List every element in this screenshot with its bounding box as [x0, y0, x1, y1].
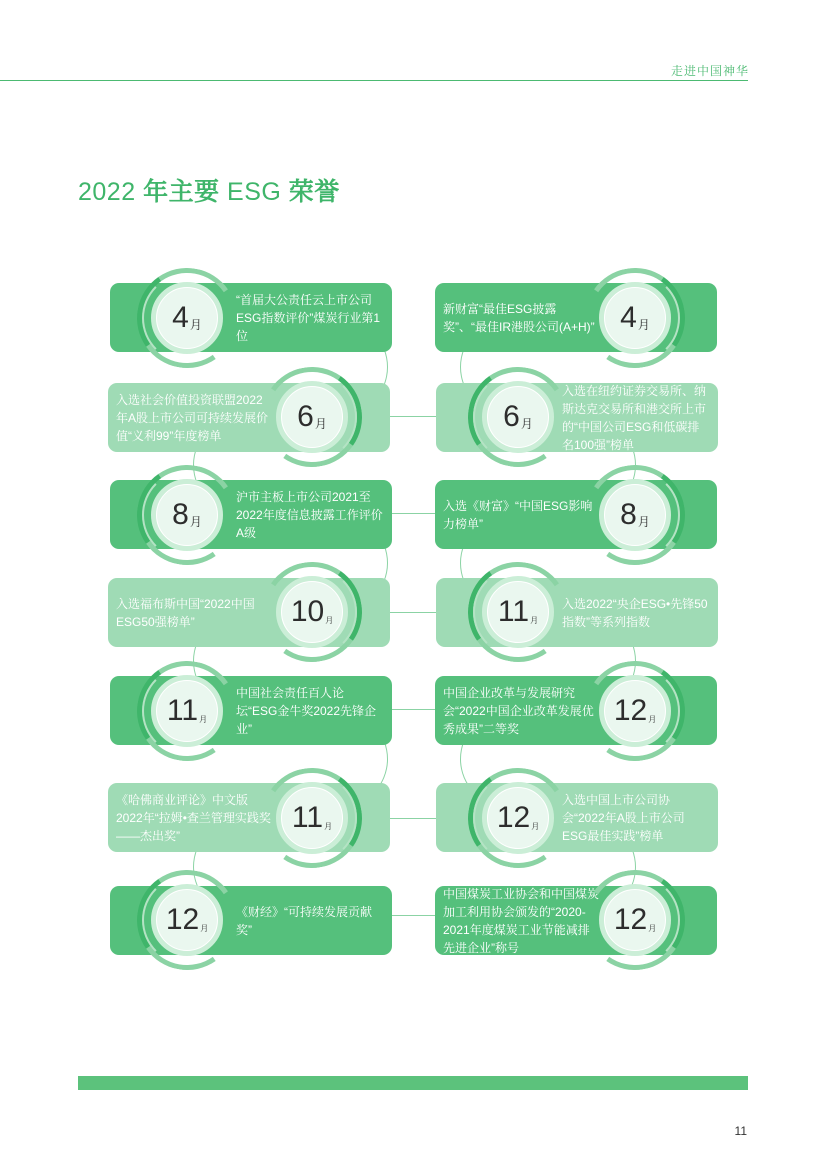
- left-award-6-text: 《哈佛商业评论》中文版2022年“拉姆•查兰管理实践奖——杰出奖”: [116, 792, 271, 843]
- left-month-badge-2: [262, 367, 362, 467]
- month-number: 6: [503, 400, 520, 433]
- right-month-badge-5: [585, 661, 685, 761]
- title-main: 年主要: [143, 178, 220, 206]
- left-award-2-text: 入选社会价值投资联盟2022年A股上市公司可持续发展价值“义利99”年度榜单: [116, 392, 269, 443]
- month-unit: 月: [189, 317, 202, 332]
- month-unit: 月: [324, 821, 333, 831]
- left-month-badge-7: [137, 870, 237, 970]
- left-award-5-text: 中国社会责任百人论坛“ESG金牛奖2022先锋企业”: [236, 685, 377, 736]
- month-unit: 月: [325, 615, 334, 625]
- month-unit: 月: [314, 416, 327, 431]
- header-divider: [0, 80, 748, 81]
- month-number: 12: [165, 903, 200, 936]
- right-award-6-text: 入选中国上市公司协会“2022年A股上市公司ESG最佳实践”榜单: [562, 792, 685, 843]
- month-number: 8: [172, 498, 189, 531]
- month-number: 12: [496, 801, 531, 834]
- right-award-4-text: 入选2022“央企ESG•先锋50指数”等系列指数: [562, 596, 708, 629]
- page-title: [78, 172, 340, 208]
- month-number: 12: [613, 694, 648, 727]
- left-month-badge-3: [137, 465, 237, 565]
- page-number: 11: [734, 1124, 747, 1138]
- left-month-badge-6: [262, 768, 362, 868]
- left-month-badge-5: [137, 661, 237, 761]
- month-number: 6: [297, 400, 314, 433]
- month-unit: 月: [199, 714, 208, 724]
- month-unit: 月: [637, 514, 650, 529]
- month-number: 4: [172, 301, 189, 334]
- left-award-7-text: 《财经》“可持续发展贡献奖”: [236, 904, 372, 937]
- title-year: 2022: [78, 178, 144, 206]
- month-unit: 月: [648, 923, 657, 933]
- right-month-badge-7: [585, 870, 685, 970]
- right-month-badge-4: [468, 562, 568, 662]
- month-unit: 月: [200, 923, 209, 933]
- right-month-badge-1: [585, 268, 685, 368]
- month-unit: 月: [520, 416, 533, 431]
- month-number: 11: [291, 801, 324, 834]
- left-month-badge-4: [262, 562, 362, 662]
- month-unit: 月: [189, 514, 202, 529]
- header-section-title: 走进中国神华: [670, 64, 749, 78]
- left-award-4-text: 入选福布斯中国“2022中国ESG50强榜单”: [116, 596, 255, 629]
- month-unit: 月: [531, 821, 540, 831]
- month-number: 11: [166, 694, 199, 727]
- month-unit: 月: [648, 714, 657, 724]
- footer-bar: [78, 1076, 748, 1090]
- month-number: 11: [497, 595, 530, 628]
- right-month-badge-2: [468, 367, 568, 467]
- right-award-1-text: 新财富“最佳ESG披露奖”、“最佳IR港股公司(A+H)”: [443, 301, 595, 334]
- month-number: 4: [620, 301, 637, 334]
- title-esg: ESG: [219, 178, 289, 206]
- month-number: 8: [620, 498, 637, 531]
- left-month-badge-1: [137, 268, 237, 368]
- month-number: 10: [290, 595, 325, 628]
- title-tail: 荣誉: [288, 178, 340, 206]
- right-award-7-text: 中国煤炭工业协会和中国煤炭加工利用协会颁发的“2020-2021年度煤炭工业节能减排先进企业”称号: [443, 886, 600, 955]
- right-award-5-text: 中国企业改革与发展研究会“2022中国企业改革发展优秀成果”二等奖: [443, 685, 594, 736]
- left-award-1-text: “首届大公责任云上市公司ESG指数评价”煤炭行业第1位: [236, 292, 381, 343]
- month-number: 12: [613, 903, 648, 936]
- right-month-badge-3: [585, 465, 685, 565]
- month-unit: 月: [530, 615, 539, 625]
- right-award-2-text: 入选在纽约证券交易所、纳斯达克交易所和港交所上市的“中国公司ESG和低碳排名100强”榜单: [562, 383, 707, 452]
- left-award-3-text: 沪市主板上市公司2021至2022年度信息披露工作评价A级: [236, 489, 383, 540]
- month-unit: 月: [637, 317, 650, 332]
- right-award-3-text: 入选《财富》“中国ESG影响力榜单”: [443, 498, 593, 531]
- right-month-badge-6: [468, 768, 568, 868]
